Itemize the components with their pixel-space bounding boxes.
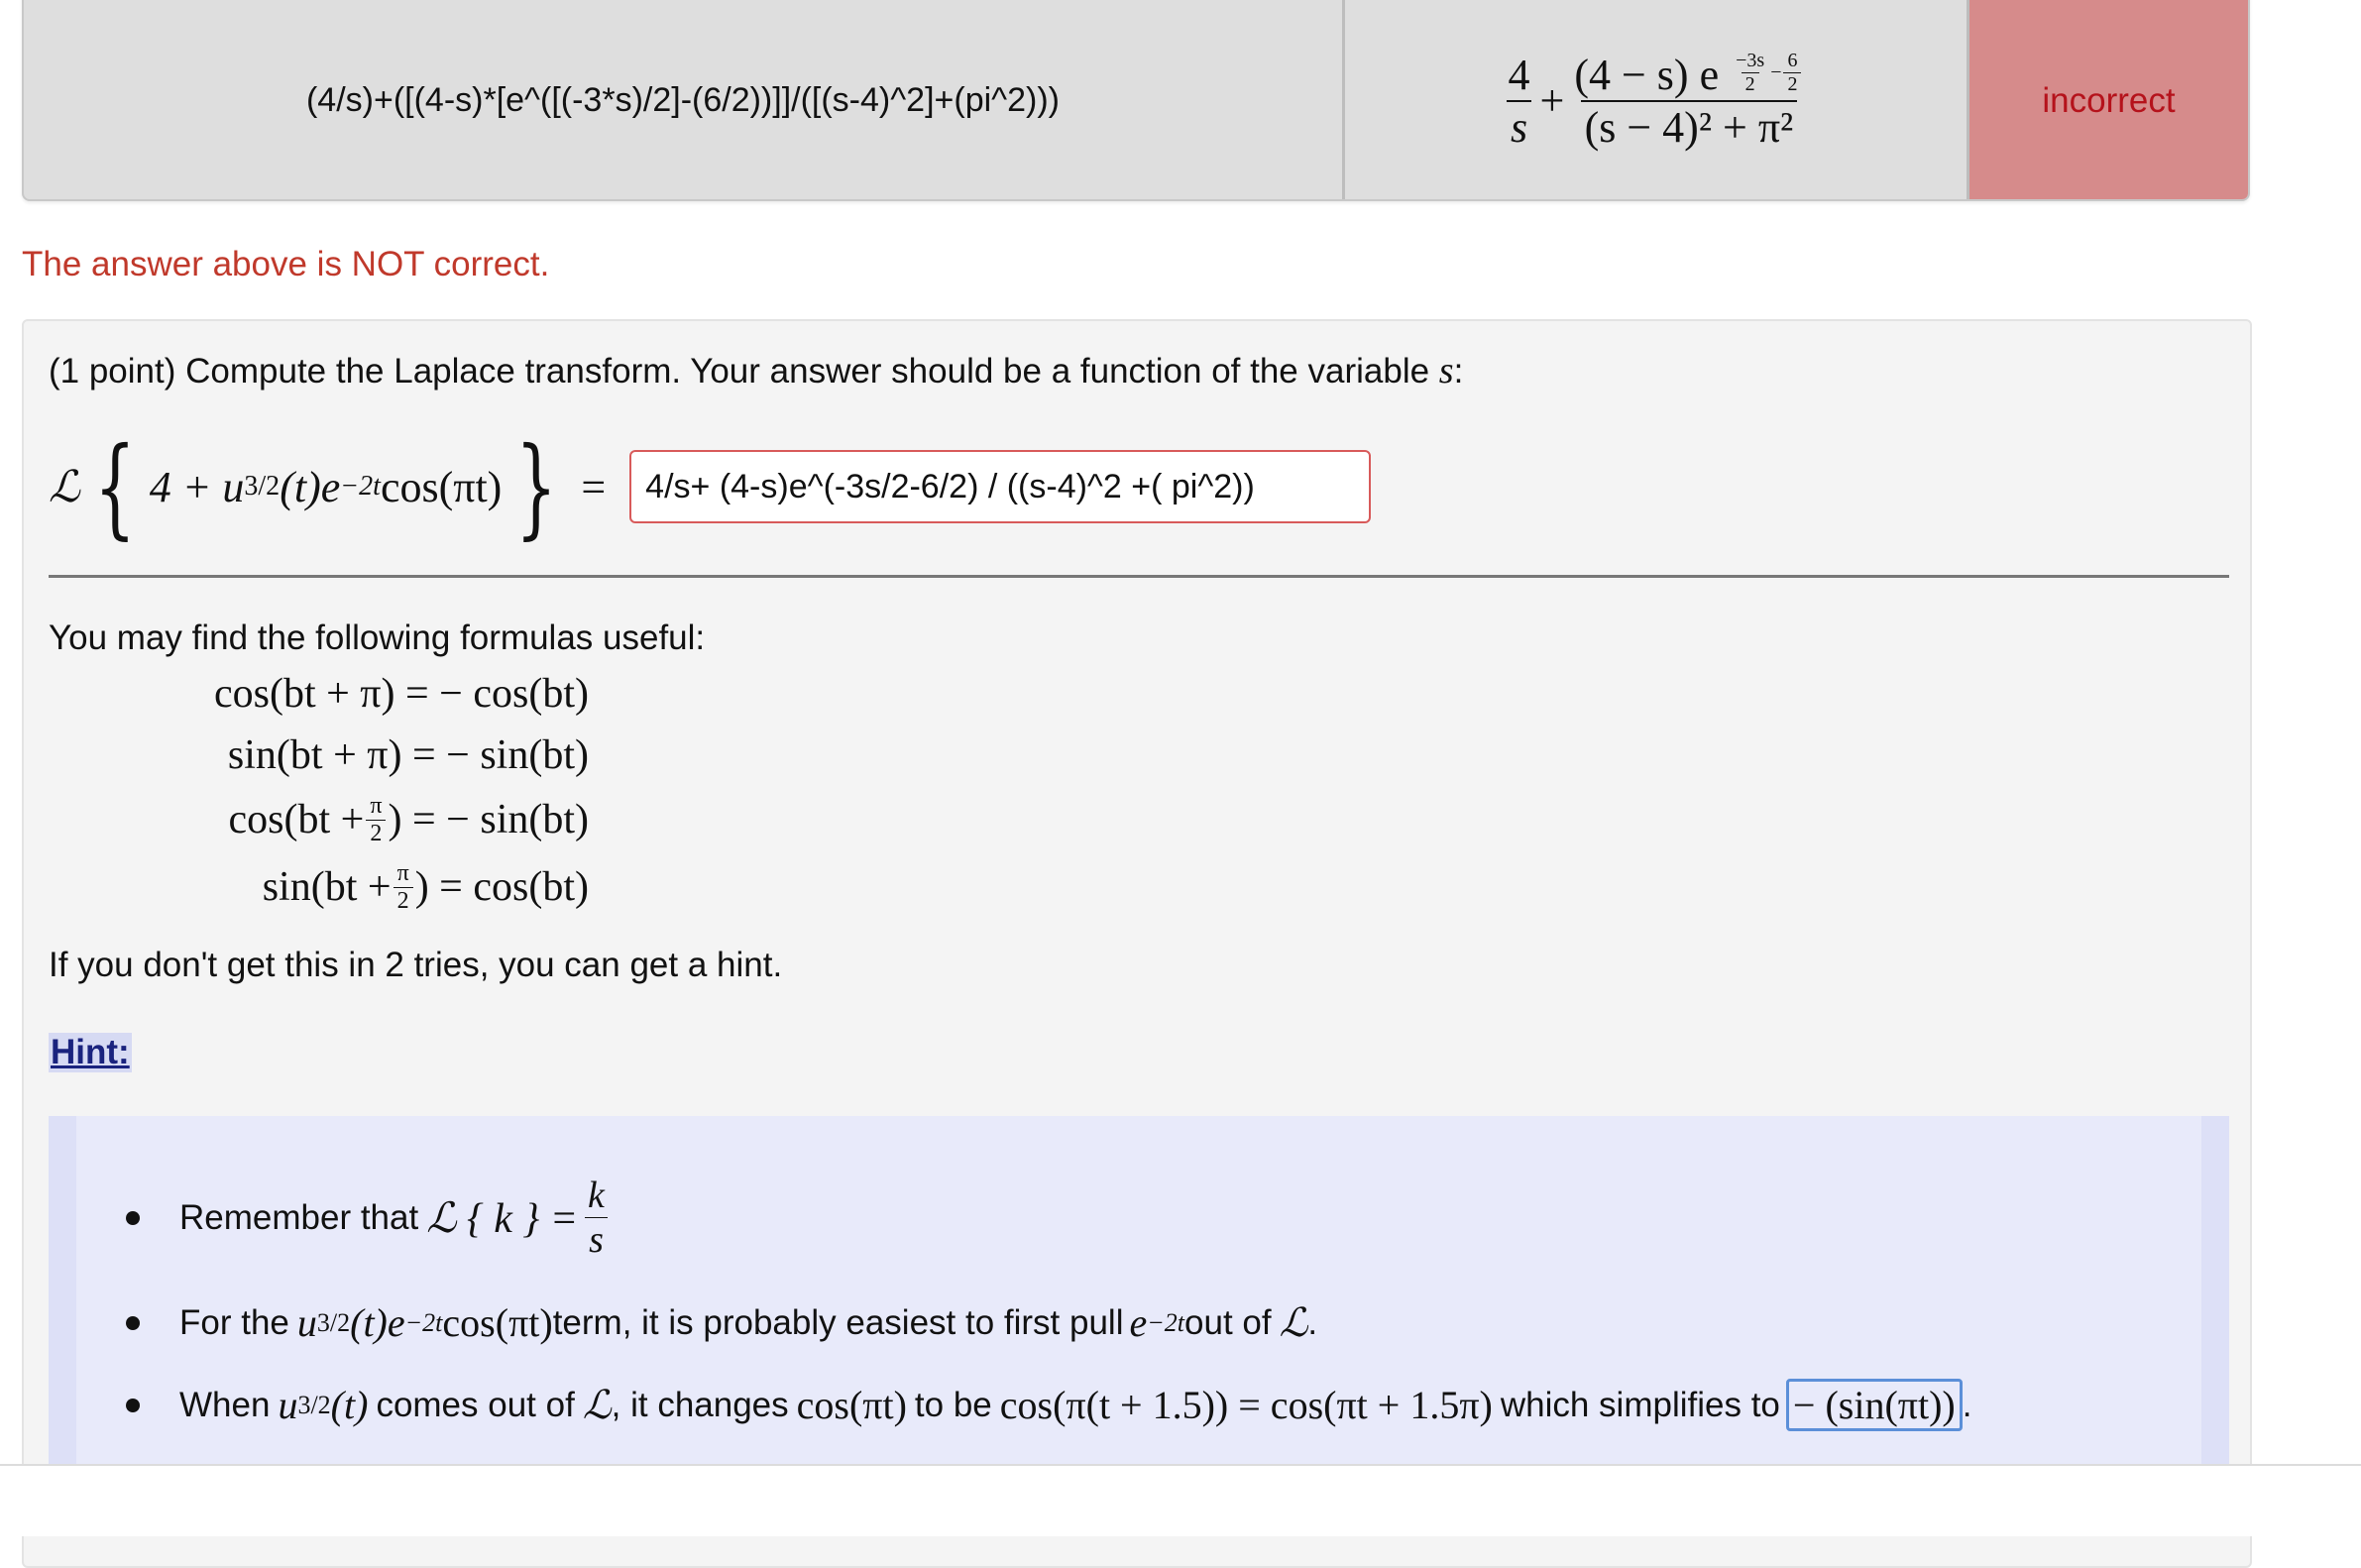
- bullet-icon: [126, 1399, 140, 1412]
- laplace-equation: ℒ { 4 + u 3/2 (t)e −2t cos(πt) } = 4/s+ (4-s)e^(-3s/2-6/2) / ((s-4)^2 +( pi^2)): [49, 432, 1371, 541]
- tries-message: If you don't get this in 2 tries, you can get a hint.: [49, 946, 783, 984]
- bullet-icon: [126, 1211, 140, 1225]
- preview-term2: (4 − s) e $^{\frac{-3s}{2} - \frac{6}{2}}$ (s − 4)² + π²: [1570, 50, 1807, 153]
- answer-status-message: The answer above is NOT correct.: [22, 245, 550, 283]
- preview-term1: $\frac{4}{s}$: [1508, 50, 1530, 152]
- answer-preview-cell: [1345, 0, 1969, 199]
- problem-statement: (1 point) Compute the Laplace transform. Your answer should be a function of the variable s:: [49, 350, 1464, 392]
- formula-4: sin(bt + $\frac{\pi}{2}$ ) = cos(bt): [262, 859, 589, 914]
- preview-plus: +: [1539, 76, 1565, 125]
- formulas-intro: You may find the following formulas useful:: [49, 618, 706, 657]
- formula-3: cos(bt + $\frac{\pi}{2}$ ) = − sin(bt): [228, 792, 589, 846]
- formula-2: sin(bt + π) = − sin(bt): [227, 732, 589, 778]
- page-bottom-area: [0, 1466, 2361, 1536]
- entered-answer-text: (4/s)+([(4-s)*[e^([(-3*s)/2]-(6/2))]]/([(s-4)^2]+(pi^2))): [305, 81, 1061, 119]
- formula-list: [143, 663, 589, 921]
- entered-answer-cell: [24, 0, 1345, 199]
- section-divider: [49, 575, 2229, 578]
- answer-result-table: [22, 0, 2250, 201]
- result-status-cell: [1969, 0, 2248, 199]
- highlighted-answer: − (sin(πt)): [1786, 1379, 1963, 1431]
- hint-item-2: For the u 3/2 (t)e −2t cos(πt) term, it is probably easiest to first pull e −2t out of ℒ .: [126, 1299, 1317, 1346]
- hint-item-3: When u 3/2 (t) comes out of ℒ , it changes cos(πt) to be cos(π(t + 1.5)) = cos(πt + 1.5π) which simplifies to − (sin(πt)) .: [126, 1379, 1971, 1431]
- hint-toggle-link[interactable]: Hint:: [51, 1033, 130, 1071]
- hint-item-1: Remember that ℒ { k } = $\frac{k}{s}$: [126, 1174, 615, 1262]
- result-status-text: incorrect: [2042, 80, 2176, 120]
- answer-input[interactable]: [629, 450, 1371, 523]
- formula-1: cos(bt + π) = − cos(bt): [213, 671, 589, 717]
- preview-exponent: −3s 2 − 6 2: [1730, 50, 1803, 96]
- bullet-icon: [126, 1316, 140, 1330]
- problem-box: [22, 319, 2252, 1568]
